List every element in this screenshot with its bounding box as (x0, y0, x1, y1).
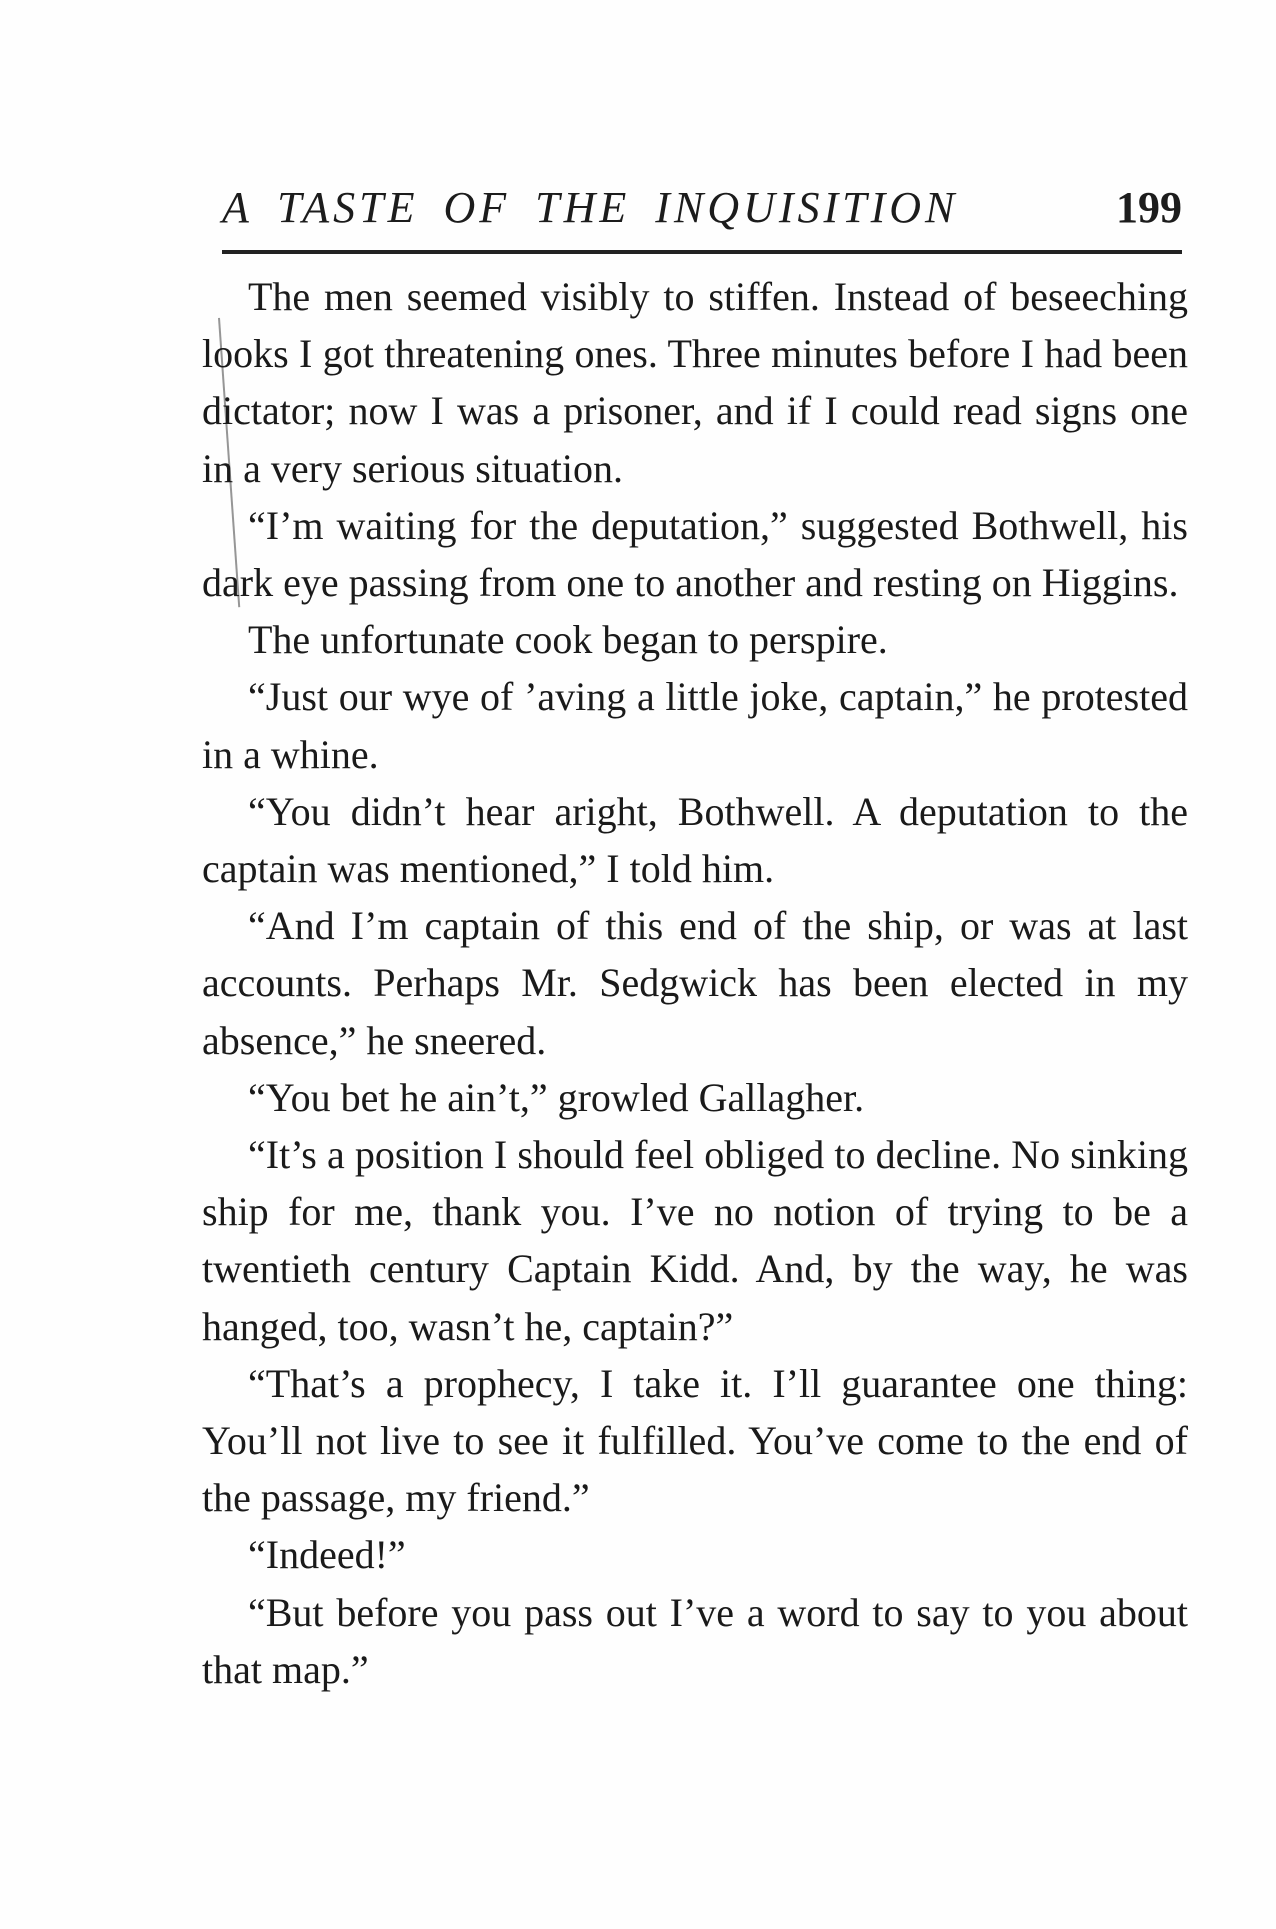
paragraph: The unfortunate cook began to perspire. (248, 617, 888, 663)
paragraph: “That’s a prophecy, I take it. I’ll guarantee one thing: You’ll not live to see it fulfilled. You’ve come to the end of the passage, my friend.” (202, 1360, 1188, 1521)
running-title: A TASTE OF THE INQUISITION (222, 183, 959, 232)
paragraph: “You bet he ain’t,” growled Gallagher. (248, 1074, 865, 1120)
running-head (222, 182, 1182, 246)
header-rule (222, 250, 1182, 254)
paragraph: The men seemed visibly to stiffen. Instead of beseeching looks I got threatening ones. Three minutes before I had been dictator; now I was a prisoner, and if I could read signs one in a very serious situation. (202, 274, 1188, 491)
page-number: 199 (1116, 183, 1182, 232)
paragraph: “And I’m captain of this end of the ship, or was at last accounts. Perhaps Mr. Sedgwick has been elected in my absence,” he sneered. (202, 903, 1188, 1063)
paragraph: “Indeed!” (248, 1532, 406, 1578)
body-text (202, 268, 1188, 1698)
paragraph: “I’m waiting for the deputation,” suggested Bothwell, his dark eye passing from one to another and resting on Higgins. (202, 502, 1188, 606)
paragraph: “But before you pass out I’ve a word to say to you about that map.” (202, 1589, 1188, 1692)
paragraph: “Just our wye of ’aving a little joke, captain,” he protested in a whine. (202, 674, 1188, 777)
paragraph: “You didn’t hear aright, Bothwell. A deputation to the captain was mentioned,” I told him. (202, 788, 1188, 892)
paragraph: “It’s a position I should feel obliged to decline. No sinking ship for me, thank you. I’ve no notion of trying to be a twentieth century Captain Kidd. And, by the way, he was hanged, too, wasn’t he, captain?” (202, 1132, 1188, 1349)
